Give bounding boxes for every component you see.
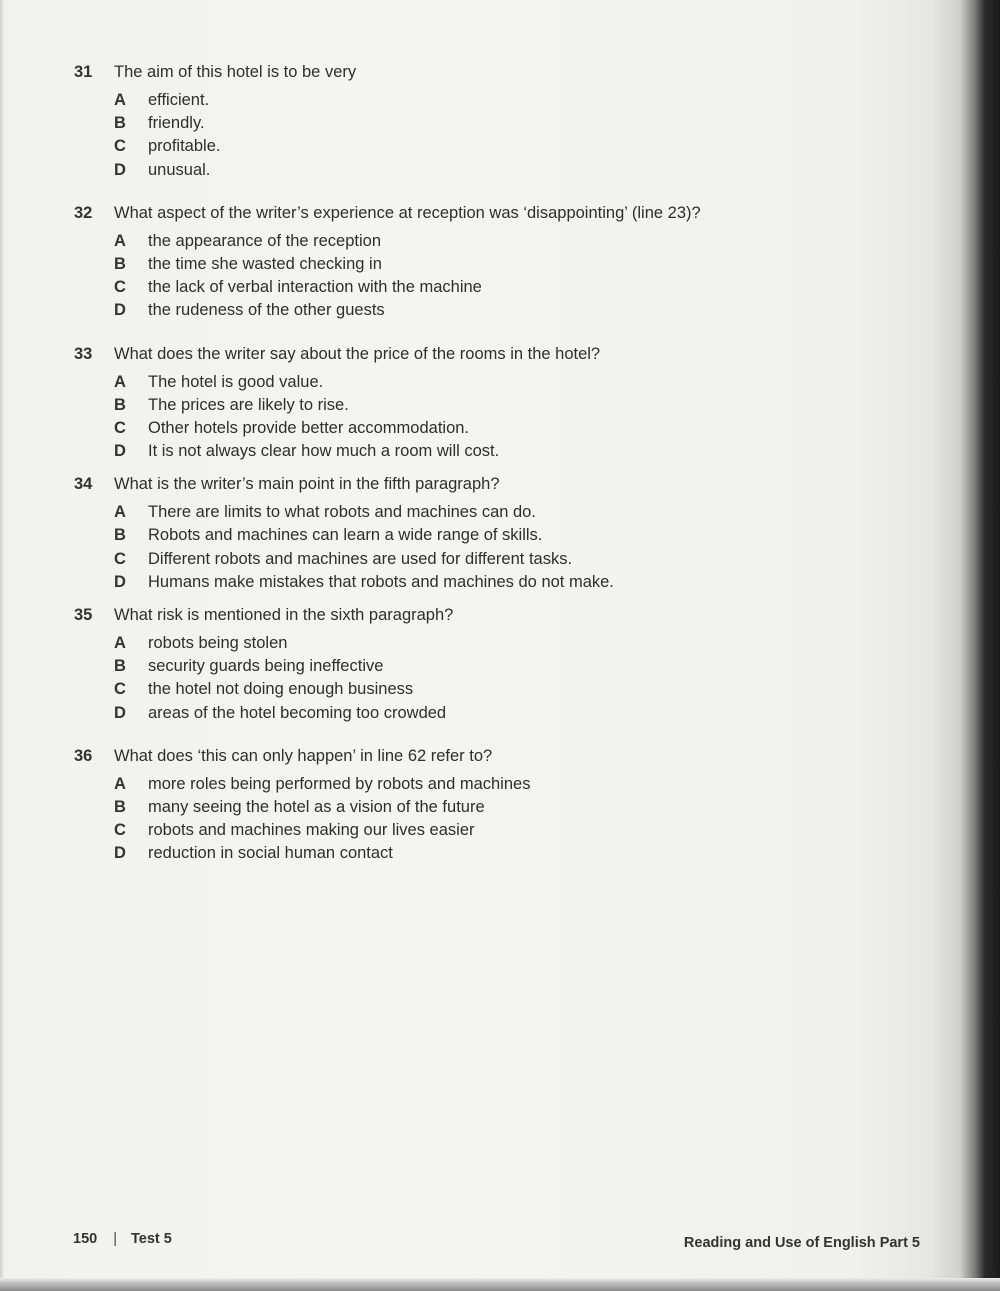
option-letter: D — [114, 844, 126, 863]
option-list — [74, 371, 894, 464]
option-d — [114, 571, 894, 594]
option-letter: C — [114, 549, 126, 568]
option-letter: D — [114, 703, 126, 722]
page-left-edge — [0, 0, 4, 1291]
question-34 — [74, 470, 894, 594]
question-text: The aim of this hotel is to be very — [114, 63, 357, 81]
option-c — [114, 819, 894, 842]
page-number: 150 — [73, 1231, 98, 1247]
option-letter: C — [114, 278, 126, 297]
option-d — [114, 440, 894, 463]
option-text: the hotel not doing enough business — [148, 680, 414, 699]
option-letter: B — [114, 657, 126, 676]
option-letter: A — [114, 231, 126, 250]
option-c — [114, 135, 894, 158]
option-letter: D — [114, 442, 126, 461]
option-d — [114, 702, 894, 725]
option-letter: B — [114, 254, 126, 273]
option-list — [74, 501, 894, 594]
option-list — [74, 230, 894, 323]
option-text: efficient. — [148, 91, 210, 109]
question-number: 34 — [74, 475, 93, 494]
option-text: Different robots and machines are used for different tasks. — [148, 549, 573, 568]
option-c — [114, 548, 894, 571]
option-text: robots and machines making our lives easier — [148, 821, 475, 840]
page-bottom-edge — [0, 1278, 1000, 1291]
option-text: Robots and machines can learn a wide range of skills. — [148, 526, 543, 545]
question-32 — [74, 199, 894, 323]
option-text: the rudeness of the other guests — [148, 301, 385, 320]
option-text: Humans make mistakes that robots and machines do not make. — [148, 572, 614, 591]
option-text: the appearance of the reception — [148, 231, 382, 250]
option-text: unusual. — [148, 160, 211, 179]
option-letter: C — [114, 137, 126, 156]
option-letter: C — [114, 418, 126, 437]
option-text: security guards being ineffective — [148, 657, 384, 676]
option-b — [114, 796, 894, 819]
option-letter: A — [114, 91, 126, 109]
option-text: Other hotels provide better accommodation. — [148, 418, 470, 437]
option-d — [114, 842, 894, 865]
option-a — [114, 89, 894, 112]
question-stem — [74, 601, 894, 629]
option-text: reduction in social human contact — [148, 844, 393, 863]
option-letter: B — [114, 395, 126, 414]
option-a — [114, 230, 894, 253]
option-text: the lack of verbal interaction with the machine — [148, 278, 482, 297]
question-36 — [74, 742, 894, 866]
option-letter: D — [114, 572, 126, 591]
option-a — [114, 632, 894, 655]
option-a — [114, 371, 894, 394]
question-number: 36 — [74, 746, 93, 765]
option-b — [114, 524, 894, 547]
option-letter: B — [114, 114, 126, 133]
option-letter: D — [114, 160, 126, 179]
question-number: 33 — [74, 344, 93, 363]
option-letter: C — [114, 821, 126, 840]
option-b — [114, 112, 894, 135]
option-c — [114, 276, 894, 299]
question-33 — [74, 340, 894, 464]
option-text: The hotel is good value. — [148, 372, 324, 391]
option-d — [114, 159, 894, 182]
question-number: 31 — [74, 63, 93, 81]
option-b — [114, 253, 894, 276]
option-text: many seeing the hotel as a vision of the future — [148, 797, 485, 816]
option-letter: B — [114, 797, 126, 816]
option-letter: A — [114, 774, 126, 793]
question-list — [74, 58, 894, 866]
question-number: 32 — [74, 203, 93, 222]
question-text: What does ‘this can only happen’ in line 62 refer to? — [114, 746, 493, 765]
option-letter: C — [114, 680, 126, 699]
question-text: What does the writer say about the price of the rooms in the hotel? — [114, 344, 601, 363]
option-a — [114, 773, 894, 796]
option-text: The prices are likely to rise. — [148, 395, 349, 414]
page-footer-left — [73, 1228, 172, 1250]
question-stem — [74, 199, 894, 227]
question-stem — [74, 470, 894, 498]
option-list — [74, 632, 894, 725]
question-35 — [74, 601, 894, 725]
question-text: What is the writer’s main point in the fifth paragraph? — [114, 475, 500, 494]
option-text: friendly. — [148, 114, 205, 133]
section-label: Reading and Use of English Part 5 — [683, 1235, 920, 1251]
option-b — [114, 394, 894, 417]
footer-separator: | — [113, 1231, 117, 1247]
option-text: It is not always clear how much a room will cost. — [148, 442, 500, 461]
option-text: the time she wasted checking in — [148, 254, 382, 273]
option-letter: A — [114, 634, 126, 652]
option-c — [114, 417, 894, 440]
option-b — [114, 655, 894, 678]
option-text: more roles being performed by robots and machines — [148, 774, 531, 793]
option-text: There are limits to what robots and machines can do. — [148, 503, 536, 522]
option-list — [74, 773, 894, 866]
option-list — [74, 89, 894, 182]
page-footer-right — [684, 1232, 920, 1254]
question-number: 35 — [74, 606, 93, 624]
question-stem — [74, 340, 894, 368]
option-letter: D — [114, 301, 126, 320]
question-stem — [74, 58, 894, 86]
option-letter: A — [114, 503, 126, 522]
question-31 — [74, 58, 894, 182]
question-text: What aspect of the writer’s experience at reception was ‘disappointing’ (line 23)? — [114, 203, 701, 222]
option-c — [114, 678, 894, 701]
question-stem — [74, 742, 894, 770]
option-text: profitable. — [148, 137, 221, 156]
test-label: Test 5 — [130, 1231, 172, 1247]
option-d — [114, 299, 894, 322]
option-text: areas of the hotel becoming too crowded — [148, 703, 447, 722]
option-letter: A — [114, 372, 126, 391]
option-letter: B — [114, 526, 126, 545]
option-text: robots being stolen — [148, 634, 288, 652]
question-text: What risk is mentioned in the sixth paragraph? — [114, 606, 454, 624]
option-a — [114, 501, 894, 524]
